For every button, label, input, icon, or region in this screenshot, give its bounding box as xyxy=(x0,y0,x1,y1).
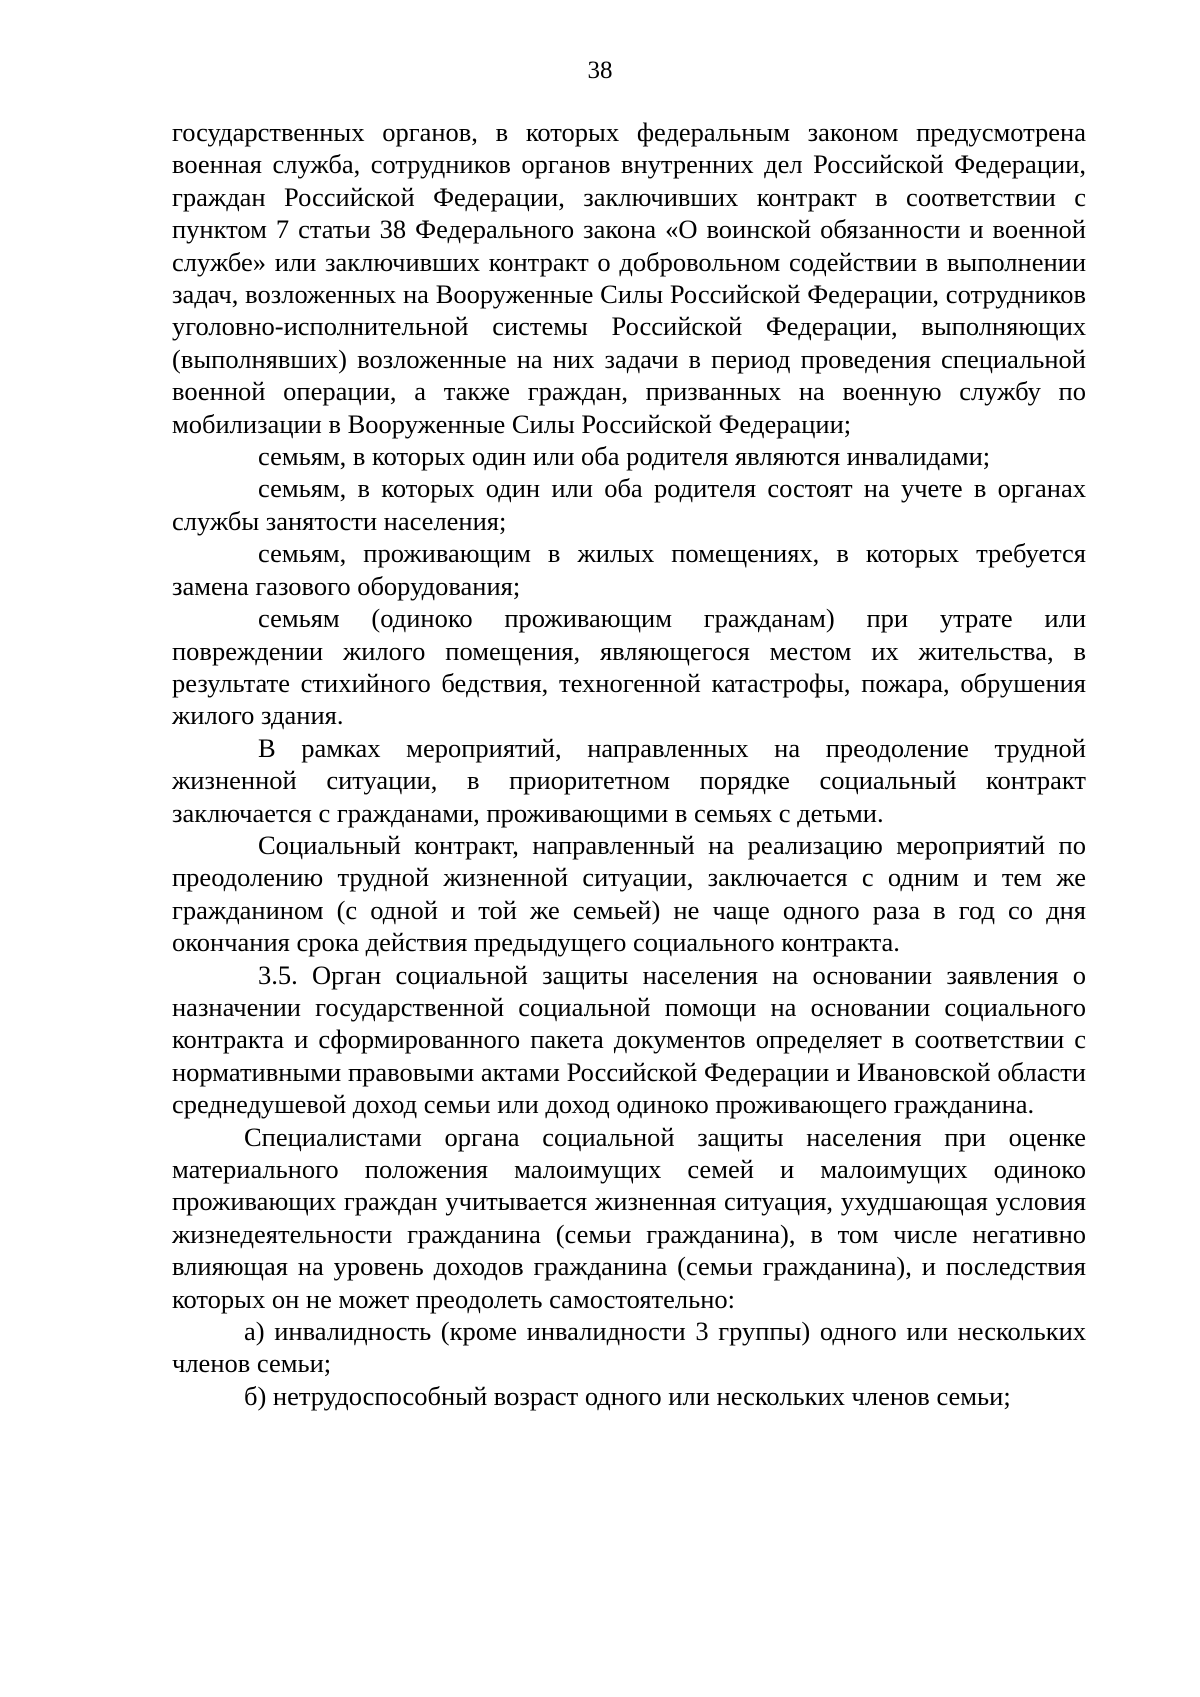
list-item-a: а) инвалидность (кроме инвалидности 3 группы) одного или нескольких членов семьи; xyxy=(172,1316,1086,1379)
document-body xyxy=(172,116,1086,1412)
paragraph-housing-loss: семьям (одиноко проживающим гражданам) при утрате или повреждении жилого помещения, являющегося местом их жительства, в результате стихийного бедствия, техногенной катастрофы, пожара, обрушения жилого здания. xyxy=(172,603,1086,731)
paragraph-section-3-5: 3.5. Орган социальной защиты населения на основании заявления о назначении государственной социальной помощи на основании социального контракта и сформированного пакета документов определяет в соответствии с нормативными правовыми актами Российской Федерации и Ивановской области среднедушевой доход семьи или доход одиноко проживающего гражданина. xyxy=(172,959,1086,1120)
paragraph-gas-equipment: семьям, проживающим в жилых помещениях, в которых требуется замена газового оборудования; xyxy=(172,538,1086,601)
paragraph-continuation: государственных органов, в которых федеральным законом предусмотрена военная служба, сотрудников органов внутренних дел Российской Федерации, граждан Российской Федерации, заключивших контракт в соответствии с пунктом 7 статьи 38 Федерального закона «О воинской обязанности и военной службе» или заключивших контракт о добровольном содействии в выполнении задач, возложенных на Вооруженные Силы Российской Федерации, сотрудников уголовно-исполнительной системы Российской Федерации, выполняющих (выполнявших) возложенные на них задачи в период проведения специальной военной операции, а также граждан, призванных на военную службу по мобилизации в Вооруженные Силы Российской Федерации; xyxy=(172,117,1086,439)
list-item-b: б) нетрудоспособный возраст одного или нескольких членов семьи; xyxy=(244,1380,1011,1411)
page-number: 38 xyxy=(587,57,613,84)
paragraph-specialists-assessment: Специалистами органа социальной защиты населения при оценке материального положения малоимущих семей и малоимущих одиноко проживающих граждан учитывается жизненная ситуация, ухудшающая условия жизнедеятельности гражданина (семьи гражданина), в том числе негативно влияющая на уровень доходов гражданина (семьи гражданина), и последствия которых он не может преодолеть самостоятельно: xyxy=(172,1121,1086,1314)
paragraph-contract-frequency: Социальный контракт, направленный на реализацию мероприятий по преодолению трудной жизненной ситуации, заключается с одним и тем же гражданином (с одной и той же семьей) не чаще одного раза в год со дня окончания срока действия предыдущего социального контракта. xyxy=(172,829,1086,958)
paragraph-disabled-parents: семьям, в которых один или оба родителя являются инвалидами; xyxy=(258,441,991,472)
paragraph-priority-families: В рамках мероприятий, направленных на преодоление трудной жизненной ситуации, в приоритетном порядке социальный контракт заключается с гражданами, проживающими в семьях с детьми. xyxy=(172,732,1086,828)
paragraph-unemployed-parents: семьям, в которых один или оба родителя состоят на учете в органах службы занятости населения; xyxy=(172,473,1086,536)
